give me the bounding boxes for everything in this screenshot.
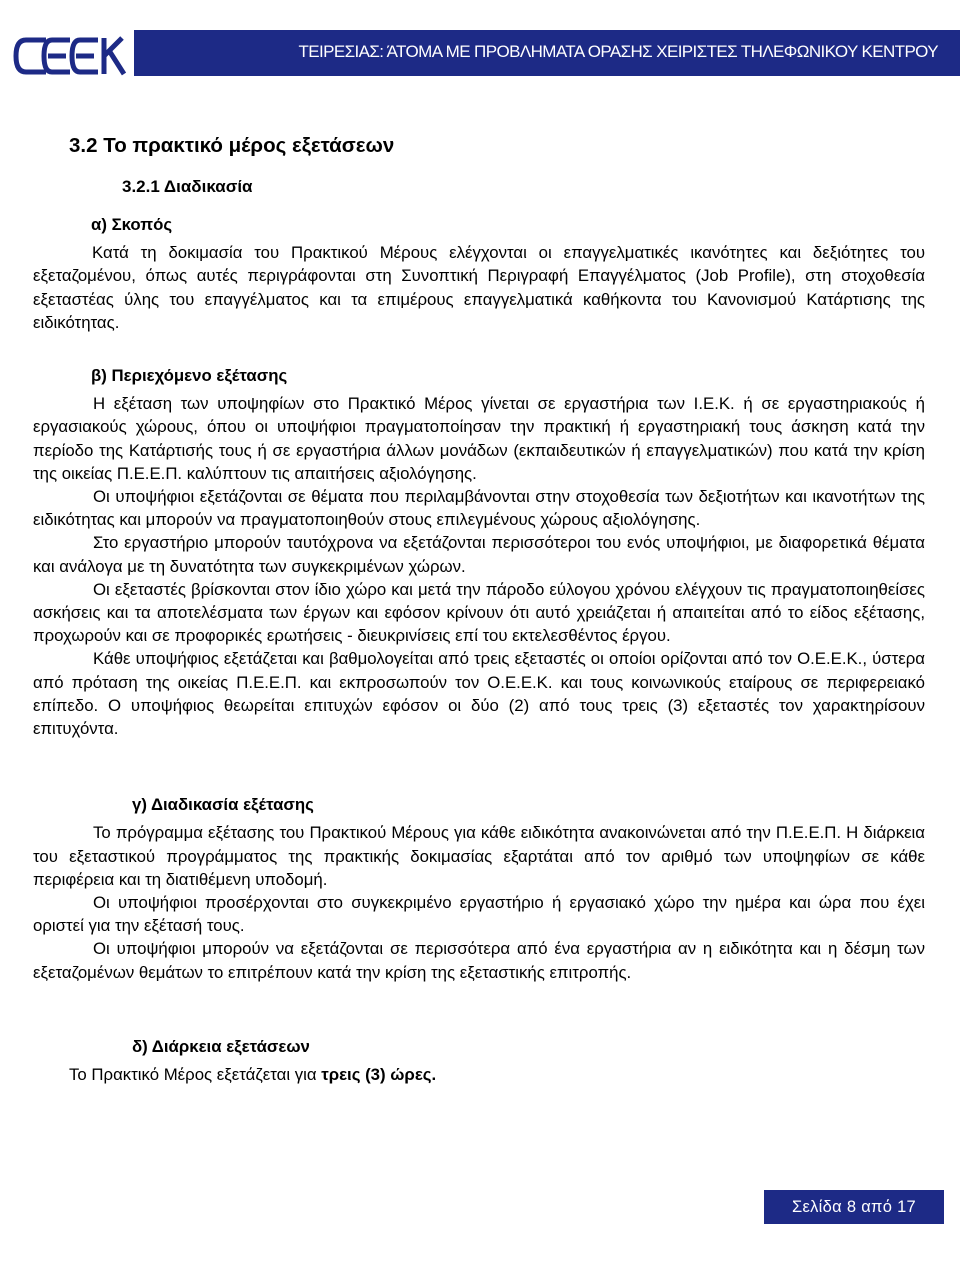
- section-heading: 3.2 Το πρακτικό μέρος εξετάσεων: [69, 134, 395, 157]
- header-bar: [134, 30, 960, 76]
- section-d-title: δ) Διάρκεια εξετάσεων: [132, 1036, 310, 1056]
- section-b-paragraph-2: Οι υποψήφιοι εξετάζονται σε θέματα που περιλαμβάνονται στην στοχοθεσία των δεξιοτήτων και ικανοτήτων της ειδικότητας και μπορούν να πραγματοποιηθούν στους επιλεγμένους χώρους αξιολόγησης.: [33, 487, 925, 530]
- page-number-badge: Σελίδα 8 από 17: [764, 1190, 944, 1224]
- duration-text: Το Πρακτικό Μέρος εξετάζεται για: [69, 1065, 322, 1085]
- document-body: [33, 132, 925, 1086]
- section-b-paragraph-3: Στο εργαστήριο μπορούν ταυτόχρονα να εξετάζονται περισσότεροι του ενός υποψήφιοι, με διαφορετικά θέματα και ανάλογα με τη δυνατότητα των συγκεκριμένων χώρων.: [33, 533, 925, 576]
- subsection-heading: 3.2.1 Διαδικασία: [122, 177, 253, 196]
- page-header: [0, 0, 960, 100]
- ceek-logo: [6, 16, 132, 96]
- section-a-paragraph: Κατά τη δοκιμασία του Πρακτικού Μέρους ελέγχονται οι επαγγελματικές ικανότητες και δεξιότητες του εξεταζομένου, όπως αυτές περιγράφονται στη Συνοπτική Περιγραφή Επαγγέλματος (Job Profile), στη στοχοθεσία εξεταστέας ύλης του επαγγέλματος και τα επιμέρους επαγγελματικά καθήκοντα του Κανονισμού Κατάρτισης της ειδικότητας.: [33, 243, 925, 332]
- section-c-paragraph-2: Οι υποψήφιοι προσέρχονται στο συγκεκριμένο εργαστήριο ή εργασιακό χώρο την ημέρα και ώρα που έχει οριστεί για την εξέτασή τους.: [33, 893, 925, 936]
- section-b-paragraph-4: Οι εξεταστές βρίσκονται στον ίδιο χώρο και μετά την πάροδο εύλογου χρόνου ελέγχουν τις πραγματοποιηθείσες ασκήσεις και τα αποτελέσματα των έργων και εφόσον κρίνουν ότι αυτό χρειάζεται ή απαιτείται από το είδος εξέτασης, προχωρούν και σε προφορικές ερωτήσεις - διευκρινίσεις επί του εκτελεσθέντος έργου.: [33, 579, 925, 646]
- section-c-paragraph-1: Το πρόγραμμα εξέτασης του Πρακτικού Μέρους για κάθε ειδικότητα ανακοινώνεται από την Π.Ε.Ε.Π. Η διάρκεια του εξεταστικού προγράμματος της πρακτικής δοκιμασίας εξαρτάται από τον αριθμό των υποψηφίων σε κάθε περιφέρεια και τη διατιθέμενη υποδομή.: [33, 823, 925, 889]
- section-c-title: γ) Διαδικασία εξέτασης: [132, 795, 314, 815]
- section-b-paragraph-1: Η εξέταση των υποψηφίων στο Πρακτικό Μέρος γίνεται σε εργαστήρια των Ι.Ε.Κ. ή σε εργαστηριακούς ή εργασιακούς χώρους, όπου οι υποψήφιοι πραγματοποίησαν την πρακτική ή εργαστηριακή τους άσκηση κατά την περίοδο της Κατάρτισής τους ή σε εργαστήρια άλλων μονάδων (εκπαιδευτικών ή επαγγελματικών) που κατά την κρίση της οικείας Π.Ε.Ε.Π. καλύπτουν τις απαιτήσεις αξιολόγησης.: [33, 394, 925, 483]
- section-a-title: α) Σκοπός: [91, 215, 173, 234]
- section-b-title: β) Περιεχόμενο εξέτασης: [91, 366, 288, 386]
- section-c-paragraph-3: Οι υποψήφιοι μπορούν να εξετάζονται σε περισσότερα από ένα εργαστήρια αν η ειδικότητα και η δέσμη των εξεταζομένων θεμάτων το επιτρέπουν κατά την κρίση της εξεταστικής επιτροπής.: [33, 939, 925, 982]
- duration-value: τρεις (3) ώρες.: [321, 1065, 437, 1085]
- header-title: ΤΕΙΡΕΣΙΑΣ: ΆΤΟΜΑ ΜΕ ΠΡΟΒΛΗΜΑΤΑ ΟΡΑΣΗΣ ΧΕΙΡΙΣΤΕΣ ΤΗΛΕΦΩΝΙΚΟΥ ΚΕΝΤΡΟΥ: [298, 42, 938, 61]
- section-b-paragraph-5: Κάθε υποψήφιος εξετάζεται και βαθμολογείται από τρεις εξεταστές οι οποίοι ορίζονται από τον Ο.Ε.Ε.Κ., ύστερα από πρόταση της οικείας Π.Ε.Ε.Π. και εκπροσωπούν τον Ο.Ε.Ε.Κ. και τους κοινωνικούς εταίρους σε περιφερειακό επίπεδο. Ο υποψήφιος θεωρείται επιτυχών εφόσον οι δύο (2) από τους τρεις (3) εξεταστές τον χαρακτηρίσουν επιτυχόντα.: [33, 649, 925, 739]
- section-d-paragraph: [69, 1063, 925, 1086]
